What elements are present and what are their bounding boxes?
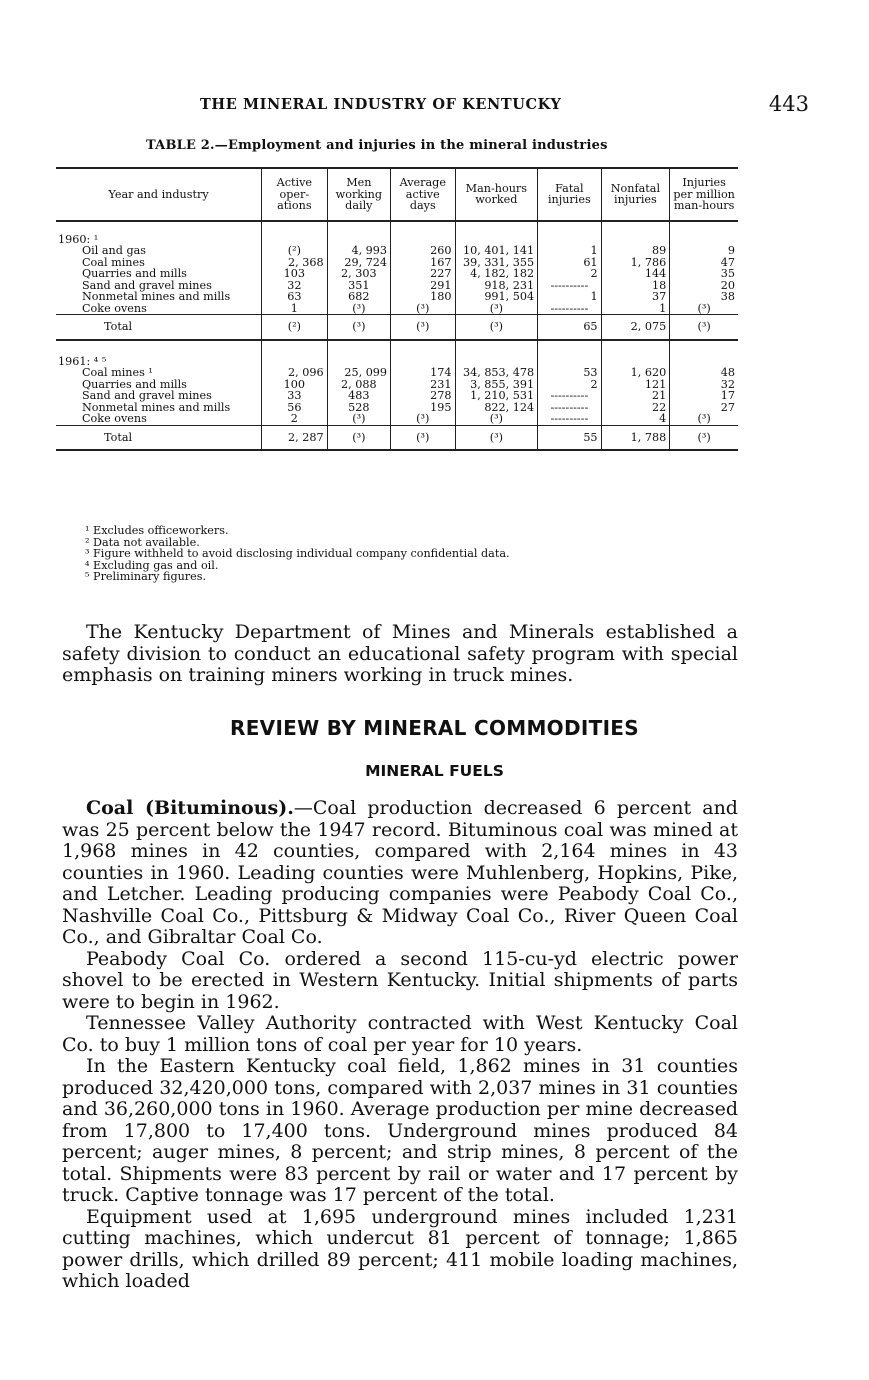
industry-cell: Quarries and mills xyxy=(56,268,262,280)
page-number: 443 xyxy=(768,92,809,116)
col-man-hours: Man-hours worked xyxy=(455,168,538,221)
table-header-row xyxy=(56,168,738,221)
footnote: ¹ Excludes officeworkers. xyxy=(85,524,229,537)
table-row: Oil and gas (²) 4, 993 260 10, 401, 141 1 89 9 xyxy=(56,245,738,257)
industry-cell: Coal mines ¹ xyxy=(56,367,262,379)
table-row: Nonmetal mines and mills 56 528 195 822, 124 ---------- 22 27 xyxy=(56,402,738,414)
coal-section xyxy=(62,798,738,1293)
col-average-days: Average active days xyxy=(391,168,455,221)
group-label: 1960: ¹ xyxy=(56,221,262,246)
industry-cell: Nonmetal mines and mills xyxy=(56,402,262,414)
total-row-1961: Total 2, 287 (³) (³) (³) 55 1, 788 (³) xyxy=(56,425,738,450)
total-label: Total xyxy=(56,425,262,450)
industry-cell: Coal mines xyxy=(56,257,262,269)
industry-cell: Nonmetal mines and mills xyxy=(56,291,262,303)
running-title: THE MINERAL INDUSTRY OF KENTUCKY xyxy=(200,96,562,113)
group-row-1961 xyxy=(56,344,738,368)
col-injury-rate: Injuries per million man-hours xyxy=(670,168,738,221)
coal-paragraph-2: Peabody Coal Co. ordered a second 115-cu-yd electric power shovel to be erected in Western Kentucky. Initial shipments of parts were to begin in 1962. xyxy=(62,947,738,1013)
group-row-1960 xyxy=(56,221,738,246)
table-row: Sand and gravel mines 33 483 278 1, 210, 531 ---------- 21 17 xyxy=(56,390,738,402)
total-row-1960: Total (²) (³) (³) (³) 65 2, 075 (³) xyxy=(56,315,738,340)
table-footnotes xyxy=(85,525,510,583)
footnote: ³ Figure withheld to avoid disclosing individual company confidential data. xyxy=(85,547,510,560)
table-row: Sand and gravel mines 32 351 291 918, 231 ---------- 18 20 xyxy=(56,280,738,292)
employment-injuries-table xyxy=(56,167,738,451)
industry-cell: Sand and gravel mines xyxy=(56,280,262,292)
col-active-operations: Active oper-ations xyxy=(262,168,328,221)
table-row: Quarries and mills 103 2, 303 227 4, 182, 182 2 144 35 xyxy=(56,268,738,280)
running-header xyxy=(62,92,809,118)
intro-section xyxy=(62,622,738,687)
industry-cell: Oil and gas xyxy=(56,245,262,257)
table-row: Coal mines 2, 368 29, 724 167 39, 331, 355 61 1, 786 47 xyxy=(56,257,738,269)
total-label: Total xyxy=(56,315,262,340)
table-row: Nonmetal mines and mills 63 682 180 991, 504 1 37 38 xyxy=(56,291,738,303)
col-men-working: Men working daily xyxy=(327,168,390,221)
group-label: 1961: ⁴ ⁵ xyxy=(56,344,262,368)
col-fatal: Fatal injuries xyxy=(538,168,601,221)
industry-cell: Coke ovens xyxy=(56,303,262,315)
footnote: ⁴ Excluding gas and oil. xyxy=(85,558,219,572)
table-row: Coke ovens 2 (³) (³) (³) ---------- 4 (³) xyxy=(56,413,738,425)
industry-cell: Sand and gravel mines xyxy=(56,390,262,402)
footnote: ² Data not available. xyxy=(85,535,200,549)
table-row: Coke ovens 1 (³) (³) (³) ---------- 1 (³) xyxy=(56,303,738,315)
section-heading: REVIEW BY MINERAL COMMODITIES xyxy=(230,716,639,740)
coal-paragraph-3: Tennessee Valley Authority contracted with West Kentucky Coal Co. to buy 1 million tons of coal per year for 10 years. xyxy=(62,1012,738,1056)
col-year-industry: Year and industry xyxy=(56,168,262,221)
industry-cell: Quarries and mills xyxy=(56,379,262,391)
coal-paragraph-4: In the Eastern Kentucky coal field, 1,862 mines in 31 counties produced 32,420,000 tons, compared with 2,037 mines in 31 counties and 36,260,000 tons in 1960. Average production per mine decreased from 17,800 to 17,400 tons. Underground mines produced 84 percent; auger mines, 8 percent; and strip mines, 8 percent of the total. Shipments were 83 percent by rail or water and 17 percent by truck. Captive tonnage was 17 percent of the total. xyxy=(62,1055,738,1206)
coal-paragraph-5: Equipment used at 1,695 underground mines included 1,231 cutting machines, which undercut 81 percent of tonnage; 1,865 power drills, which drilled 89 percent; 411 mobile loading machines, which loaded xyxy=(62,1205,738,1292)
run-in-heading: Coal (Bituminous). xyxy=(86,797,294,819)
coal-paragraph-1 xyxy=(62,798,738,949)
industry-cell: Coke ovens xyxy=(56,413,262,425)
table-caption: TABLE 2.—Employment and injuries in the mineral industries xyxy=(146,138,608,153)
table-row: Coal mines ¹ 2, 096 25, 099 174 34, 853, 478 53 1, 620 48 xyxy=(56,367,738,379)
footnote: ⁵ Preliminary figures. xyxy=(85,570,207,583)
intro-paragraph: The Kentucky Department of Mines and Minerals established a safety division to conduct an educational safety program with special emphasis on training miners working in truck mines. xyxy=(62,621,738,686)
col-nonfatal: Nonfatal injuries xyxy=(601,168,670,221)
subsection-heading: MINERAL FUELS xyxy=(365,762,504,780)
paragraph-text: —Coal production decreased 6 percent and was 25 percent below the 1947 record. Bituminous coal was mined at 1,968 mines in 42 counties, compared with 2,164 mines in 43 counties in 1960. Leading counties were Muhlenberg, Hopkins, Pike, and Letcher. Leading producing companies were Peabody Coal Co., Nashville Coal Co., Pittsburg & Midway Coal Co., River Queen Coal Co., and Gibraltar Coal Co. xyxy=(62,797,738,948)
table-row: Quarries and mills 100 2, 088 231 3, 855, 391 2 121 32 xyxy=(56,379,738,391)
